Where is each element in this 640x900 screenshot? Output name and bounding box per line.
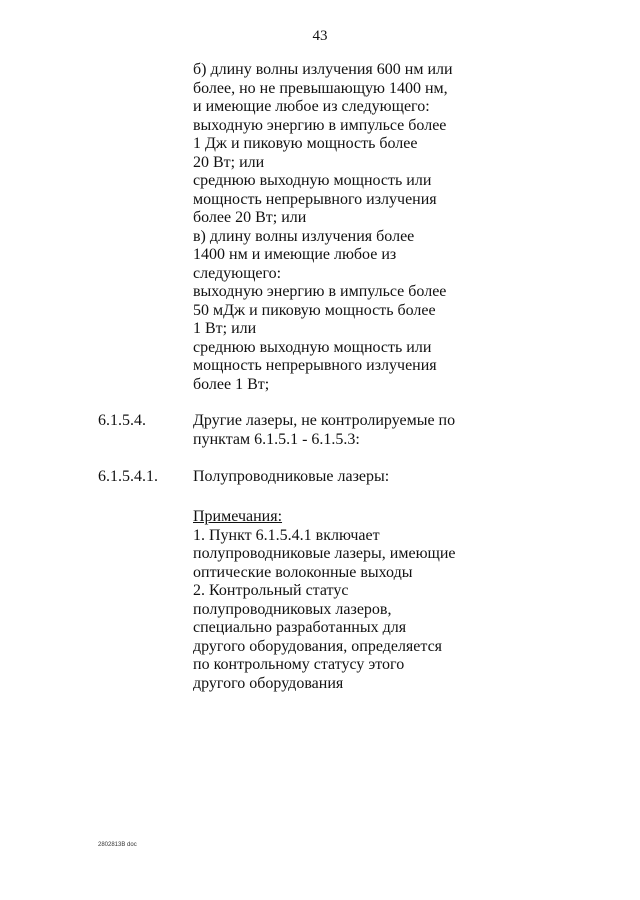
text-line: следующего: [193,264,282,282]
text-line: другого оборудования, определяется [193,637,443,655]
text-line: 1 Вт; или [193,320,257,337]
text-line: в) длину волны излучения более [193,227,415,245]
text-line: 50 мДж и пиковую мощность более [193,301,436,319]
notes-block [193,508,456,693]
text-line: полупроводниковые лазеры, имеющие [193,545,456,562]
text-line: среднюю выходную мощность или [193,338,432,356]
text-line: 1. Пункт 6.1.5.4.1 включает [193,526,380,544]
clause-text-block [193,412,455,449]
text-line: выходную энергию в импульсе более [193,116,447,134]
text-line: 2. Контрольный статус [193,582,349,599]
text-line: Полупроводниковые лазеры: [193,468,390,485]
text-line: и имеющие любое из следующего: [193,98,430,115]
text-line: Другие лазеры, не контролируемые по [193,412,456,429]
text-line: более 1 Вт; [193,375,270,393]
clause-number: 6.1.5.4. [98,412,146,429]
text-line: выходную энергию в импульсе более [193,283,447,300]
text-line: 1400 нм и имеющие любое из [193,246,397,263]
notes-heading: Примечания: [193,508,283,525]
clause-text-block [193,468,389,487]
text-line: специально разработанных для [193,619,407,636]
intro-text-block [193,61,453,394]
document-code: 2802813B doc [98,842,137,848]
text-line: другого оборудования [193,674,344,692]
text-line: среднюю выходную мощность или [193,172,432,189]
text-line: более 20 Вт; или [193,209,307,226]
text-line: мощность непрерывного излучения [193,190,437,208]
text-line: б) длину волны излучения 600 нм или [193,61,453,78]
clause-number: 6.1.5.4.1. [98,468,158,485]
text-line: по контрольному статусу этого [193,656,405,673]
text-line: пунктам 6.1.5.1 - 6.1.5.3: [193,430,360,448]
text-line: полупроводниковых лазеров, [193,600,392,618]
text-line: мощность непрерывного излучения [193,357,437,374]
text-line: 20 Вт; или [193,153,265,171]
text-line: 1 Дж и пиковую мощность более [193,135,418,152]
text-line: оптические волоконные выходы [193,563,413,581]
page-number: 43 [312,28,328,44]
text-line: более, но не превышающую 1400 нм, [193,79,448,97]
